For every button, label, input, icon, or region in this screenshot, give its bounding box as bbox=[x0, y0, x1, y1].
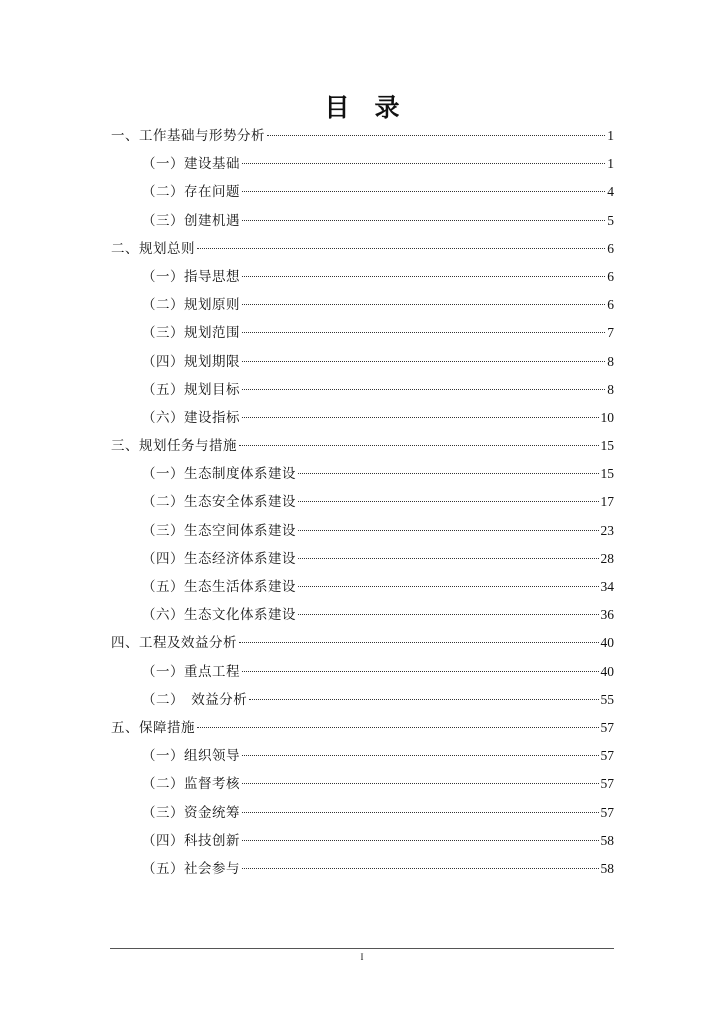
toc-entry-label: （六）生态文化体系建设 bbox=[142, 607, 296, 624]
toc-entry-page: 4 bbox=[607, 184, 614, 200]
toc-dot-leader bbox=[242, 783, 599, 784]
toc-dot-leader bbox=[242, 332, 605, 333]
toc-entry-label: 四、工程及效益分析 bbox=[111, 635, 237, 652]
toc-entry[interactable] bbox=[111, 150, 614, 178]
toc-entry-page: 57 bbox=[600, 719, 614, 735]
toc-entry-label: （三）生态空间体系建设 bbox=[142, 522, 296, 539]
toc-dot-leader bbox=[242, 755, 599, 756]
toc-entry-page: 57 bbox=[600, 776, 614, 792]
toc-entry-page: 40 bbox=[600, 635, 614, 651]
toc-entry-page: 6 bbox=[607, 240, 614, 256]
toc-entry[interactable] bbox=[111, 178, 614, 206]
toc-entry-page: 5 bbox=[607, 212, 614, 228]
toc-entry-label: （二）存在问题 bbox=[142, 184, 240, 201]
toc-entry-page: 15 bbox=[600, 438, 614, 454]
toc-entry-label: （三）规划范围 bbox=[142, 325, 240, 342]
toc-entry[interactable] bbox=[111, 376, 614, 404]
toc-dot-leader bbox=[242, 276, 605, 277]
toc-dot-leader bbox=[298, 473, 599, 474]
toc-dot-leader bbox=[242, 220, 605, 221]
toc-entry-label: （二） 效益分析 bbox=[142, 691, 248, 708]
toc-entry-page: 6 bbox=[607, 297, 614, 313]
toc-entry[interactable] bbox=[111, 658, 614, 686]
table-of-contents bbox=[111, 122, 614, 883]
toc-dot-leader bbox=[242, 671, 599, 672]
toc-entry-label: 三、规划任务与措施 bbox=[111, 438, 237, 455]
toc-entry-page: 40 bbox=[600, 663, 614, 679]
toc-entry[interactable] bbox=[111, 235, 614, 263]
toc-entry[interactable] bbox=[111, 573, 614, 601]
toc-dot-leader bbox=[197, 248, 605, 249]
toc-entry[interactable] bbox=[111, 686, 614, 714]
toc-entry-page: 57 bbox=[600, 748, 614, 764]
toc-dot-leader bbox=[242, 304, 605, 305]
toc-dot-leader bbox=[242, 840, 599, 841]
toc-dot-leader bbox=[239, 642, 599, 643]
toc-dot-leader bbox=[298, 586, 599, 587]
toc-dot-leader bbox=[298, 614, 599, 615]
toc-entry-label: （三）创建机遇 bbox=[142, 212, 240, 229]
toc-entry-label: 二、规划总则 bbox=[111, 240, 195, 257]
toc-entry[interactable] bbox=[111, 432, 614, 460]
toc-entry[interactable] bbox=[111, 601, 614, 629]
toc-entry[interactable] bbox=[111, 460, 614, 488]
toc-entry-label: （五）规划目标 bbox=[142, 381, 240, 398]
page-title: 目 录 bbox=[324, 93, 400, 122]
toc-dot-leader bbox=[249, 699, 598, 700]
toc-entry-page: 1 bbox=[607, 128, 614, 143]
toc-dot-leader bbox=[239, 445, 599, 446]
toc-dot-leader bbox=[242, 868, 599, 869]
toc-entry-page: 15 bbox=[600, 466, 614, 482]
toc-entry-page: 8 bbox=[607, 381, 614, 397]
toc-entry[interactable] bbox=[111, 799, 614, 827]
toc-dot-leader bbox=[242, 417, 599, 418]
toc-entry-label: （一）指导思想 bbox=[142, 268, 240, 285]
toc-entry-page: 8 bbox=[607, 353, 614, 369]
toc-entry-label: （一）生态制度体系建设 bbox=[142, 466, 296, 483]
toc-entry-label: （五）社会参与 bbox=[142, 860, 240, 877]
toc-entry-label: （二）规划原则 bbox=[142, 297, 240, 314]
toc-entry-label: （一）建设基础 bbox=[142, 156, 240, 173]
toc-entry[interactable] bbox=[111, 319, 614, 347]
toc-entry[interactable] bbox=[111, 488, 614, 516]
toc-entry-label: （四）规划期限 bbox=[142, 353, 240, 370]
toc-entry-page: 17 bbox=[600, 494, 614, 510]
toc-entry-page: 34 bbox=[600, 579, 614, 594]
toc-entry[interactable] bbox=[111, 770, 614, 798]
toc-entry-page: 10 bbox=[600, 409, 614, 425]
toc-entry[interactable] bbox=[111, 742, 614, 770]
footer-page-number: I bbox=[360, 952, 364, 962]
toc-entry-page: 28 bbox=[600, 550, 614, 566]
toc-entry[interactable] bbox=[111, 404, 614, 432]
toc-dot-leader bbox=[242, 191, 605, 192]
toc-entry[interactable] bbox=[111, 122, 614, 150]
toc-entry-page: 58 bbox=[600, 832, 614, 848]
footer-divider bbox=[110, 948, 614, 949]
toc-entry[interactable] bbox=[111, 714, 614, 742]
toc-entry-label: （四）科技创新 bbox=[142, 832, 240, 849]
toc-entry-label: （五）生态生活体系建设 bbox=[142, 579, 296, 595]
toc-dot-leader bbox=[242, 389, 605, 390]
toc-entry[interactable] bbox=[111, 207, 614, 235]
toc-entry-page: 23 bbox=[600, 522, 614, 538]
toc-entry[interactable] bbox=[111, 348, 614, 376]
toc-entry-page: 58 bbox=[600, 860, 614, 876]
toc-entry-label: （一）重点工程 bbox=[142, 663, 240, 680]
toc-dot-leader bbox=[197, 727, 599, 728]
toc-entry-label: （六）建设指标 bbox=[142, 409, 240, 426]
toc-entry[interactable] bbox=[111, 545, 614, 573]
toc-entry-page: 57 bbox=[600, 804, 614, 820]
toc-entry-page: 1 bbox=[607, 156, 614, 172]
toc-entry-label: （二）生态安全体系建设 bbox=[142, 494, 296, 511]
toc-dot-leader bbox=[242, 361, 605, 362]
toc-entry-label: 一、工作基础与形势分析 bbox=[111, 128, 265, 144]
toc-dot-leader bbox=[267, 135, 605, 136]
toc-dot-leader bbox=[298, 558, 599, 559]
toc-entry-page: 55 bbox=[600, 691, 614, 707]
toc-entry[interactable] bbox=[111, 855, 614, 883]
toc-entry-label: （三）资金统筹 bbox=[142, 804, 240, 821]
toc-entry-label: 五、保障措施 bbox=[111, 719, 195, 736]
toc-entry-label: （四）生态经济体系建设 bbox=[142, 550, 296, 567]
toc-entry-page: 6 bbox=[607, 268, 614, 284]
toc-entry[interactable] bbox=[111, 263, 614, 291]
toc-entry-label: （二）监督考核 bbox=[142, 776, 240, 793]
toc-entry[interactable] bbox=[111, 629, 614, 657]
toc-entry[interactable] bbox=[111, 517, 614, 545]
toc-entry[interactable] bbox=[111, 291, 614, 319]
toc-dot-leader bbox=[242, 812, 599, 813]
toc-dot-leader bbox=[242, 163, 605, 164]
toc-entry-label: （一）组织领导 bbox=[142, 748, 240, 765]
toc-entry-page: 36 bbox=[600, 607, 614, 623]
toc-dot-leader bbox=[298, 530, 599, 531]
toc-entry-page: 7 bbox=[607, 325, 614, 341]
toc-dot-leader bbox=[298, 501, 599, 502]
toc-entry[interactable] bbox=[111, 827, 614, 855]
